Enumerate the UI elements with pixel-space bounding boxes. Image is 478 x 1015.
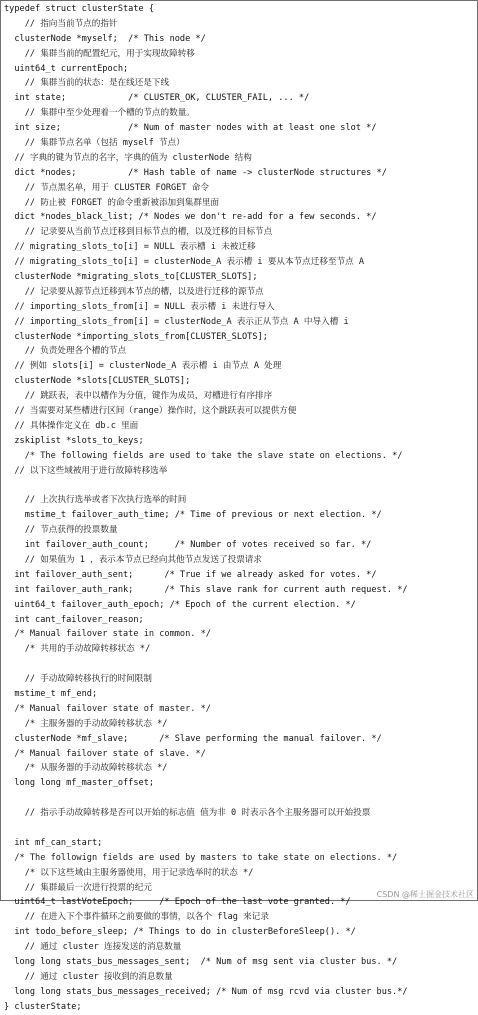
- code-line: /* The followign fields are used by masters to take state on elections. */: [4, 852, 398, 863]
- code-line: // 节点获得的投票数量: [4, 525, 118, 536]
- code-line: /* 主服务器的手动故障转移状态 */: [4, 718, 168, 729]
- code-line: /* 从服务器的手动故障转移状态 */: [4, 763, 168, 774]
- code-line: // 集群中至少处理着一个槽的节点的数量。: [4, 108, 195, 119]
- code-line: // 以下这些域被用于进行故障转移选举: [4, 465, 168, 476]
- code-line: // 指示手动故障转移是否可以开始的标志值 值为非 0 时表示各个主服务器可以开始投票: [4, 808, 371, 819]
- code-line: // 指向当前节点的指针: [4, 18, 118, 29]
- code-line: [4, 791, 476, 806]
- code-line: // 集群最后一次进行投票的纪元: [4, 882, 152, 893]
- code-line: int todo_before_sleep; /* Things to do in clusterBeforeSleep(). */: [4, 927, 356, 938]
- code-line: // 例如 slots[i] = clusterNode_A 表示槽 i 由节点 A 处理: [4, 361, 282, 372]
- code-line: clusterNode *slots[CLUSTER_SLOTS];: [4, 376, 191, 387]
- code-line: /* 共用的手动故障转移状态 */: [4, 644, 151, 655]
- code-line: // 负责处理各个槽的节点: [4, 346, 127, 357]
- code-line: int failover_auth_rank; /* This slave rank for current auth request. */: [4, 584, 408, 595]
- code-line: // 记录要从源节点迁移到本节点的槽，以及进行迁移的源节点: [4, 286, 264, 297]
- code-line: typedef struct clusterState {: [4, 4, 155, 14]
- code-line: // 通过 cluster 连接发送的消息数量: [4, 942, 182, 953]
- code-line: uint64_t currentEpoch;: [4, 63, 129, 74]
- code-line: // migrating_slots_to[i] = NULL 表示槽 i 未被迁移: [4, 242, 256, 253]
- code-line: int state; /* CLUSTER_OK, CLUSTER_FAIL, ... */: [4, 93, 310, 104]
- code-line: // 手动故障转移执行的时间限制: [4, 674, 152, 685]
- code-line: // migrating_slots_to[i] = clusterNode_A 表示槽 i 要从本节点迁移至节点 A: [4, 257, 365, 268]
- code-line: [4, 821, 476, 836]
- code-line: // 集群节点名单（包括 myself 节点）: [4, 138, 185, 149]
- code-line: } clusterState;: [4, 1001, 82, 1012]
- code-line: int failover_auth_sent; /* True if we already asked for votes. */: [4, 569, 377, 580]
- code-line: /* 以下这些域由主服务器使用，用于记录选举时的状态 */: [4, 867, 254, 878]
- code-lines: [4, 2, 476, 1015]
- code-line: zskiplist *slots_to_keys;: [4, 435, 144, 446]
- code-line: clusterNode *myself; /* This node */: [4, 33, 206, 44]
- code-line: /* The following fields are used to take the slave state on elections. */: [4, 450, 403, 461]
- code-line: /* Manual failover state in common. */: [4, 629, 211, 640]
- code-line: // 上次执行选举或者下次执行选举的时间: [4, 495, 187, 506]
- code-line: [4, 657, 476, 672]
- code-line: uint64_t lastVoteEpoch; /* Epoch of the last vote granted. */: [4, 897, 351, 908]
- watermark-text: CSDN @稀土掘金技术社区: [376, 890, 474, 899]
- code-line: // 跳跃表，表中以槽作为分值，键作为成员，对槽进行有序排序: [4, 391, 273, 402]
- code-line: mstime_t failover_auth_time; /* Time of previous or next election. */: [4, 510, 382, 521]
- code-line: long long stats_bus_messages_received; /* Num of msg rcvd via cluster bus.*/: [4, 986, 408, 997]
- code-line: uint64_t failover_auth_epoch; /* Epoch of the current election. */: [4, 599, 356, 610]
- code-line: [4, 479, 476, 494]
- code-line: clusterNode *importing_slots_from[CLUSTER_SLOTS];: [4, 331, 268, 342]
- code-line: // 记录要从当前节点迁移到目标节点的槽，以及迁移的目标节点: [4, 227, 273, 238]
- code-line: int size; /* Num of master nodes with at least one slot */: [4, 123, 377, 134]
- code-line: long long mf_master_offset;: [4, 778, 155, 789]
- code-line: // 当需要对某些槽进行区间（range）操作时，这个跳跃表可以提供方便: [4, 406, 297, 417]
- code-line: // 具体操作定义在 db.c 里面: [4, 420, 139, 431]
- code-line: /* Manual failover state of master. */: [4, 703, 211, 714]
- code-line: // 节点黑名单，用于 CLUSTER FORGET 命令: [4, 182, 209, 193]
- code-line: // 集群当前的状态：是在线还是下线: [4, 78, 170, 89]
- code-line: // 防止被 FORGET 的命令重新被添加到集群里面: [4, 197, 220, 208]
- code-line: // importing_slots_from[i] = NULL 表示槽 i 未进行导入: [4, 301, 275, 312]
- code-line: // 通过 cluster 接收到的消息数量: [4, 971, 173, 982]
- code-line: int cant_failover_reason;: [4, 614, 144, 625]
- code-line: /* Manual failover state of slave. */: [4, 748, 206, 759]
- code-line: // 集群当前的配置纪元，用于实现故障转移: [4, 48, 195, 59]
- code-line: int failover_auth_count; /* Number of votes received so far. */: [4, 540, 372, 551]
- code-line: // 字典的键为节点的名字，字典的值为 clusterNode 结构: [4, 152, 252, 163]
- code-line: dict *nodes; /* Hash table of name -> clusterNode structures */: [4, 167, 387, 178]
- code-line: // 如果值为 1 ，表示本节点已经向其他节点发送了投票请求: [4, 554, 262, 565]
- code-line: dict *nodes_black_list; /* Nodes we don't re-add for a few seconds. */: [4, 212, 377, 223]
- code-line: long long stats_bus_messages_sent; /* Num of msg sent via cluster bus. */: [4, 957, 398, 967]
- code-line: // 在进入下个事件循环之前要做的事情，以各个 flag 来记录: [4, 912, 269, 923]
- code-line: mstime_t mf_end;: [4, 688, 98, 699]
- code-line: // importing_slots_from[i] = clusterNode_A 表示正从节点 A 中导入槽 i: [4, 316, 349, 327]
- code-line: clusterNode *mf_slave; /* Slave performing the manual failover. */: [4, 733, 382, 744]
- code-line: int mf_can_start;: [4, 837, 103, 848]
- code-line: clusterNode *migrating_slots_to[CLUSTER_SLOTS];: [4, 272, 258, 283]
